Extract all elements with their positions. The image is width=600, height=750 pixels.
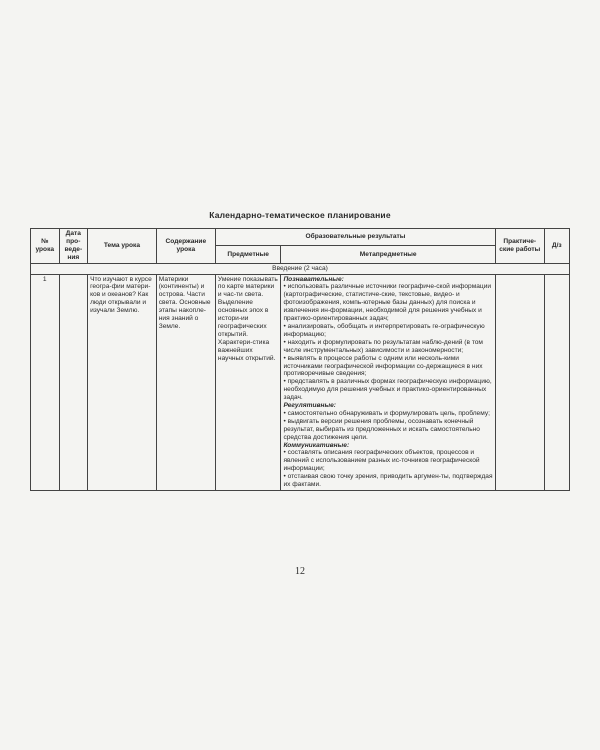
meta-item: • использовать различные источники географиче-ской информации (картографические, статистиче-ские, текстовые, видео- и фотоизображения, компь-ютерные базы данных) для поиска и извлечения ин-формации, необходимой для решения учебных и практико-ориентированных задач; — [283, 283, 492, 323]
cell-num: 1 — [31, 274, 60, 490]
planning-table — [30, 228, 570, 491]
meta-item: • самостоятельно обнаруживать и формулировать цель, проблему; — [283, 409, 490, 417]
header-content: Содержание урока — [156, 229, 215, 264]
header-topic: Тема урока — [88, 229, 157, 264]
page-title: Календарно-тематическое планирование — [209, 210, 391, 220]
meta-item: • представлять в различных формах географическую информацию, необходимую для решения учебных и практико-ориентированных задач. — [283, 378, 492, 402]
section-title: Введение (2 часа) — [31, 263, 570, 274]
meta-item: • анализировать, обобщать и интерпретировать ге-ографическую информацию; — [283, 322, 485, 338]
header-num: № урока — [31, 229, 60, 264]
header-meta: Метапредметные — [281, 246, 496, 263]
meta-item: • выявлять в процессе работы с одним или несколь-кими источниками географической информации со-держащиеся в них противоречивые сведения; — [283, 354, 483, 378]
meta-cognitive-heading: Познавательные: — [283, 275, 344, 283]
cell-practical — [495, 274, 544, 490]
cell-homework — [544, 274, 569, 490]
header-homework: Д/з — [544, 229, 569, 264]
meta-item: • составлять описания географических объектов, процессов и явлений с использованием разных ис-точников географической информации; — [283, 449, 480, 473]
page-number: 12 — [295, 566, 305, 577]
meta-regulative-heading: Регулятивные: — [283, 402, 336, 410]
cell-date — [59, 274, 88, 490]
cell-meta — [281, 274, 496, 490]
meta-communicative-heading: Коммуникативные: — [283, 441, 350, 449]
meta-item: • выдвигать версии решения проблемы, осознавать конечный результат, выбирать из предложенных и искать самостоятельно средства достижения цели. — [283, 417, 480, 441]
cell-content: Материки (континенты) и острова. Части света. Основные этапы накопле-ния знаний о Земле. — [156, 274, 215, 490]
meta-item: • отстаивая свою точку зрения, приводить аргумен-ты, подтверждая их фактами. — [283, 473, 493, 489]
cell-subject: Умение показывать по карте материки и час-ти света. Выделение основных эпох в истори-ии географических открытий. Характери-стика важнейших научных открытий. — [215, 274, 281, 490]
cell-topic: Что изучают в курсе геогра-фии матери-ков и океанов? Как люди открывали и изучали Землю. — [88, 274, 157, 490]
header-practical: Практиче-ские работы — [495, 229, 544, 264]
table-row — [31, 274, 570, 490]
header-results: Образовательные результаты — [215, 229, 495, 246]
header-date: Дата про-веде-ния — [59, 229, 88, 264]
meta-item: • находить и формулировать по результатам наблю-дений (в том числе инструментальных) зависимости и закономерности; — [283, 338, 483, 354]
header-subject: Предметные — [215, 246, 281, 263]
